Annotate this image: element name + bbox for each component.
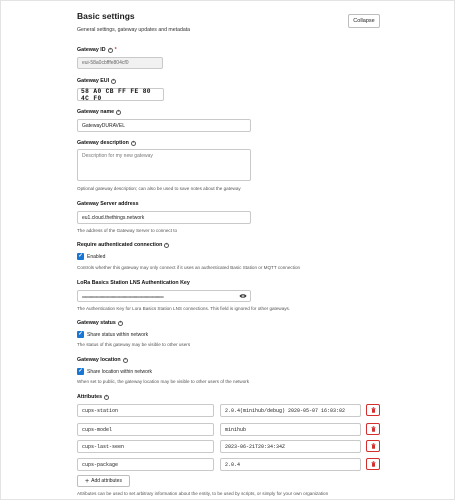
trash-icon: [371, 461, 376, 467]
plus-icon: +: [85, 477, 90, 485]
section-title: Basic settings: [77, 11, 135, 21]
attribute-key-input[interactable]: cups-last-seen: [77, 440, 214, 453]
auth-connection-label-text: Require authenticated connection: [77, 242, 163, 248]
gateway-location-checkbox-row[interactable]: [77, 368, 152, 375]
gateway-status-label-text: Gateway status: [77, 320, 116, 326]
gateway-eui-field[interactable]: 58 A0 CB FF FE 80 4C F0: [77, 88, 164, 101]
delete-attribute-button[interactable]: [366, 440, 380, 452]
info-icon[interactable]: i: [119, 320, 121, 325]
attributes-help: Attributes can be used to set arbitrary information about the entity, to be used by scripts, or simply for your own organization: [77, 491, 329, 496]
gateway-id-field: eui-58a0cbfffe804cf0: [77, 57, 163, 69]
check-icon[interactable]: ✓: [78, 330, 83, 337]
collapse-button[interactable]: Collapse: [348, 14, 380, 28]
info-icon[interactable]: i: [132, 140, 134, 145]
gateway-status-help: The status of this gateway may be visible to other users: [77, 342, 191, 347]
delete-attribute-button[interactable]: [366, 458, 380, 470]
gateway-eui-label: [77, 78, 116, 84]
gateway-status-checkbox-row[interactable]: [77, 331, 148, 338]
delete-attribute-button[interactable]: [366, 423, 380, 435]
attribute-key-input[interactable]: cups-station: [77, 404, 214, 417]
server-address-label-text: Gateway Server address: [77, 201, 139, 207]
lns-key-value: ••••••••••••••••••••••••••••••••••••••••••••••••••••••••••••••••••••••••••: [82, 293, 164, 299]
info-icon[interactable]: i: [118, 109, 120, 114]
check-icon[interactable]: ✓: [78, 252, 83, 259]
attributes-label: [77, 394, 109, 400]
gateway-description-label: [77, 140, 136, 146]
gateway-eui-label-text: Gateway EUI: [77, 78, 110, 84]
gateway-name-label: [77, 109, 121, 115]
add-attributes-label: Add attributes: [91, 478, 122, 484]
server-address-help: The address of the Gateway Server to connect to: [77, 228, 178, 233]
gateway-location-label-text: Gateway location: [77, 357, 121, 363]
server-address-label: [77, 201, 139, 207]
info-icon[interactable]: i: [109, 47, 111, 52]
gateway-name-label-text: Gateway name: [77, 109, 115, 115]
gateway-location-label: [77, 357, 128, 363]
lns-key-input[interactable]: [77, 290, 251, 302]
info-icon[interactable]: i: [106, 394, 108, 399]
attribute-value-input[interactable]: 2.0.4(minihub/debug) 2020-05-07 16:03:02: [220, 404, 361, 417]
auth-connection-checkbox-label: Enabled: [87, 253, 106, 260]
attribute-value-input[interactable]: minihub: [220, 423, 361, 436]
attribute-key-input[interactable]: cups-package: [77, 458, 214, 471]
trash-icon: [371, 426, 376, 432]
info-icon[interactable]: i: [113, 78, 115, 83]
gateway-name-input[interactable]: GatewayDURAVEL: [77, 119, 251, 132]
check-icon[interactable]: ✓: [78, 367, 83, 374]
attribute-key-input[interactable]: cups-model: [77, 423, 214, 436]
gateway-description-label-text: Gateway description: [77, 140, 129, 146]
section-subtitle: General settings, gateway updates and metadata: [77, 27, 191, 33]
lns-key-help: The Authentication Key for Lora Basics Station LNS connections. This field is ignored for other gateways.: [77, 306, 291, 311]
add-attributes-button[interactable]: [77, 475, 130, 487]
trash-icon: [371, 407, 376, 413]
required-mark: *: [114, 47, 117, 53]
auth-connection-help: Controls whether this gateway may only connect if it uses an authenticated Basic Station or MQTT connection: [77, 265, 301, 270]
gateway-description-help: Optional gateway description; can also be used to save notes about the gateway: [77, 186, 241, 191]
delete-attribute-button[interactable]: [366, 404, 380, 416]
gateway-id-label-text: Gateway ID: [77, 47, 106, 53]
gateway-status-label: [77, 320, 123, 326]
attributes-label-text: Attributes: [77, 394, 103, 400]
attribute-value-input[interactable]: 2023-06-21T20:34:34Z: [220, 440, 361, 453]
gateway-location-checkbox-label: Share location within network: [87, 368, 153, 375]
attribute-value-input[interactable]: 2.0.4: [220, 458, 361, 471]
lns-key-label: [77, 280, 190, 286]
trash-icon: [371, 443, 376, 449]
gateway-description-textarea[interactable]: Description for my new gateway: [77, 149, 251, 181]
gateway-status-checkbox-label: Share status within network: [87, 331, 149, 338]
auth-connection-checkbox-row[interactable]: [77, 253, 105, 260]
auth-connection-label: [77, 242, 169, 248]
server-address-input[interactable]: eu1.cloud.thethings.network: [77, 211, 251, 224]
info-icon[interactable]: i: [124, 357, 126, 362]
gateway-id-label: [77, 47, 117, 53]
lns-key-label-text: LoRa Basics Station LNS Authentication Key: [77, 280, 190, 286]
eye-icon[interactable]: [239, 293, 247, 299]
info-icon[interactable]: i: [166, 242, 168, 247]
gateway-location-help: When set to public, the gateway location may be visible to other users of the network: [77, 379, 250, 384]
